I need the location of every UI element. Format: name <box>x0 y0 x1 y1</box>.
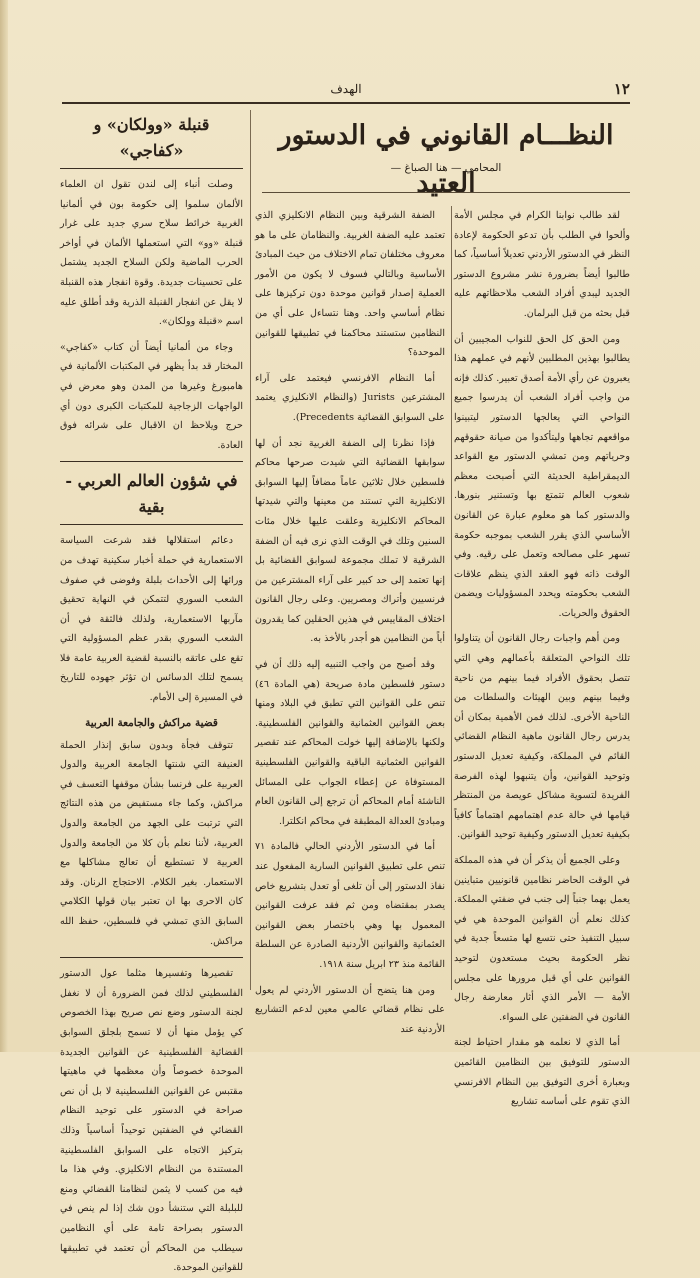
article-column-middle <box>255 206 445 1035</box>
column-divider <box>250 110 251 990</box>
journal-name: الهدف <box>330 82 362 96</box>
section-rule <box>60 168 243 169</box>
news-1-title: قنبلة «وولكان» و «كفاجي» <box>93 115 210 160</box>
page-edge <box>0 0 8 1052</box>
section-rule <box>60 524 243 525</box>
paragraph: تقصيرها وتفسيرها مثلما عول الدستور الفلسطيني لذلك فمن الضرورة أن لا نغفل لجنة الدستور وضع نص صريح بهذا الخصوص كي يؤمل منها أن لا تسمح بلجلق السوابق القضائية الفلسطينية عن القوانين الجديدة الموحدة خصوصاً وأن معظمها في ماهيتها مقتبس عن القوانين الفلسطينية لا بل أن نص صراحة في الدستور على توحيد النظام القضائي في الضفتين توحيداً أساسياً وذلك بتركيز الاتجاه على السوابق الفلسطينية المستندة من النظام الانكليزي. وفي هذا ما فيه من كسب لا يثمن لنظامنا القضائي ومنع للبلبلة التي ستنشأ دون شك إذا لم ينص في الدستور بصراحة تامة على أي النظامين سيطلب من المحاكم أن تعتمد في تطبيقها للقوانين الموحدة. <box>60 968 243 1274</box>
column-divider <box>451 206 452 990</box>
paragraph: تتوقف فجأة وبدون سابق إنذار الحملة العنيفة التي شنتها الجامعة العربية والدول العربية على فرنسا بشأن موقفها التعسف في مراكش، وكما جاء مستفيض من هذه النتائج التي ترتبت على الجهد من الجامعة والدول العربية، لأننا نعلم بأن كلا من الجامعة والدول العربية لا تستطيع أن تعالج مشاكلها مع الاستعمار. بغير الكلام. الاحتجاج الرنان. وقد كان الاحرى بها ان تعتبر بيان قولها الكلامي السابق الذي تمشي في فلسطين، حفظ الله مراكش. <box>60 739 243 947</box>
paragraph: أما في الدستور الأردني الحالي فالمادة ٧١ تنص على تطبيق القوانين السارية المفعول عند نفاذ الدستور إلى أن تلغى أو تعدل بتشريع خاص يصدر بمقتضاه ومن ثم فقد عرفت القوانين المعمول بها وهي باختصار بعض القوانين العثمانية والقوانين الأردنية الصادرة عن السلطة القائمة منذ ٢٣ ابريل سنة ١٩١٨. <box>255 841 445 970</box>
paragraph: ومن الحق كل الحق للنواب المجيبين أن يطالبوا بهذين المطلبين لأنهم في عملهم هذا يعبرون عن رأي الأمة أصدق تعبير. كذلك فإنه من واجب أفراد الشعب أن يدرسوا جميع النواحي التي يعالجها الدستور ليتبينوا مواقعهم تجاهها وليتأكدوا من صيانة حقوقهم وحرياتهم ومن تمشي الدستور مع القواعد الديمقراطية الحديثة التي أصبحت معظم شعوب العالم تتمتع بها وتستنير بنورها. والدستور كما هو معلوم عبارة عن القانون الأساسي الذي يقرر الشعب بموجبه حكومة تسهر على مصالحه وتعمل على رقيه. وفي الوقت ذاته فهو العقد الذي ينظم علاقات الشعب بحكومته ويحدد المسؤوليات ويضمن الحقوق والحريات. <box>454 333 630 619</box>
paragraph: دعائم استقلالها فقد شرعت السياسة الاستعمارية في حملة أخبار سكينية تهدف من ورائها إلى الأحداث بلبلة وفوضى في صفوف الشعب السوري لتتمكن في النهاية تحقيق مآربها الاستعمارية، ولذلك فالثقة في أن الشعب السوري بقدر عظم المسؤولية التي تقع على عاتقه بالنسبة لقضية العربية عامة فلا يسمح لتلك الدسائس ان تؤثر جهوده للتاريخ في المسيرة إلى الأمام. <box>60 535 243 704</box>
paragraph: أما الذي لا نعلمه هو مقدار احتياط لجنة الدستور للتوفيق بين النظامين القائمين وبعبارة أخرى التوفيق بين النظام الافرنسي الذي تقوم على أساسه تشاريع <box>454 1037 630 1108</box>
paragraph: وجاء من ألمانيا أيضاً أن كتاب «كفاجي» المختار قد بدأ يظهر في المكتبات الألمانية في هامبورغ وغيرها من المدن وهو معرض في الواجهات الزجاجية للمكتبات الكبرى دون أي حرج ويلاحظ ان الاقبال على شرائه فوق العادة. <box>60 341 243 451</box>
paragraph: وعلى الجميع أن يذكر أن في هذه المملكة في الوقت الحاضر نظامين قانونيين متباينين يعمل بهما جنباً إلى جنب في ضفتي المملكة. كذلك نعلم أن القوانين الموحدة هي في سبيل التنفيذ حتى نتسع لها متسعاً جدية في نظر الحكومة بحيث مستعدون لتوحيد القوانين على أي قبل مرورها على مجلس الأمة — الأمر الذي أثار معارضة رجال القانون في الضفتين على السواء. <box>454 855 630 1023</box>
title-rule <box>262 192 630 193</box>
news-2-subheading: قضية مراكش والجامعة العربية <box>85 716 218 729</box>
paragraph: وقد أصبح من واجب التنبيه إليه ذلك أن في دستور فلسطين مادة صريحة (هي المادة ٤٦) تنص على القوانين التي تطبق في البلاد ومنها بعض القوانين العثمانية والقوانين الفلسطينية. ولكنها بالإضافة إليها خولت المحاكم عند تقصير القوانين العثمانية الباقية والقوانين الفلسطينية المستوفاة عن إعطاء الجواب على المسائل الناشئة أمام المحاكم أن ترجع إلى القانون العام ومبادئ العدالة المطبقة في محاكم انكلترا. <box>255 659 445 827</box>
page-header <box>62 80 630 102</box>
paragraph: وصلت أنباء إلى لندن تقول ان العلماء الألمان سلموا إلى حكومة بون في ألمانيا الغربية خرائط سلاح سري جديد على غرار قنبلة «وو» التي استعملها الألمان في أواخر الحرب الماضية ولكن السلاح الجديد يشتمل على تحسينات جديدة. وقوة انفجار هذه القنبلة لا يقل عن انفجار القنبلة الذرية وقد أطلق عليه اسم «قنبلة وولكان». <box>60 179 243 328</box>
paragraph: ومن أهم واجبات رجال القانون أن يتناولوا تلك النواحي المتعلقة بأعمالهم وهي التي تتصل بحقوق الأفراد فيما بينهم من ناحية وفيما بينهم وبين الهيئات والسلطات من الناحية الأخرى. لذلك فمن الأهمية بمكان أن يدرس رجال القانون ماهية النظام القضائي القائم في المملكة، وكيفية تعديل الدستور وتوحيد القوانين، وأن يتنبهوا لهذه الفرصة الفريدة لتسوية مشاكل عويصة من المنتظر قيامها في حالة عدم اهتمامهم اهتماماً كافياً بكيفية تعديل الدستور وكيفية توحيد القوانين. <box>454 633 630 841</box>
article-byline: المحامي — هنا الصباغ — <box>390 162 502 174</box>
article-column-right <box>454 206 630 1108</box>
news-2-title: في شؤون العالم العربي - بقية <box>65 471 238 517</box>
paragraph: لقد طالب نوابنا الكرام في مجلس الأمة وألحوا في الطلب بأن تدعو الحكومة لإعادة النظر في الدستور الأردني تعديلاً أساسياً، كما طالبوا أيضاً بضرورة نشر مشروع الدستور الجديد ليبدي أفراد الشعب ملاحظاتهم عليه قبل بحثه من قبل البرلمان. <box>454 210 630 319</box>
section-rule <box>60 957 243 958</box>
paragraph: الضفة الشرقية وبين النظام الانكليزي الذي تعتمد عليه الضفة الغربية. والنظامان على ما هو معروف مختلفان تمام الاختلاف من حيث المبادئ الأساسية وبالتالي فسوف لا يكون من الأمور العملية إصدار قوانين موحدة دون تركيزها على نظام أساسي واحد. وهنا نتساءل على أي من النظامين ستستند محاكمنا في تطبيقها للقوانين الموحدة؟ <box>255 210 445 359</box>
article-title: النظـــام القانوني في الدستور العتيد <box>278 120 614 199</box>
sidebar-column <box>60 110 243 1274</box>
page-number: ١٢ <box>613 80 630 98</box>
header-rule <box>62 102 630 104</box>
paragraph: فإذا نظرنا إلى الضفة الغربية نجد أن لها سوابقها القضائية التي شيدت صرحها محاكم فلسطين خلال ثلاثين عاماً مضافاً إليها السوابق الانكليزية التي تستند من معينها والتي شيدتها المحاكم الانكليزية وعلقت عليها خلال مئات السنين وتلك في الوقت الذي نرى فيه أن الضفة الشرقية لا تملك مجموعة لسوابق القضائية بل إنها تعتمد إلى حد كبير على آراء المشترعين من فرنسيين وأتراك ومصريين. وعلى رجال القانون اختلاف المقاييس في هذين الحقلين كما يقدرون أياً من النظامين هو أجدر بالأخذ به. <box>255 437 445 645</box>
section-rule <box>60 461 243 462</box>
paragraph: ومن هنا يتضح أن الدستور الأردني لم يعول على نظام قضائي عالمي معين لدعم التشاريع الأردنية عند <box>255 984 445 1035</box>
paragraph: أما النظام الافرنسي فيعتمد على آراء المشترعين Jurists (والنظام الانكليزي يعتمد على السوابق القضائية Precedents). <box>255 372 445 423</box>
